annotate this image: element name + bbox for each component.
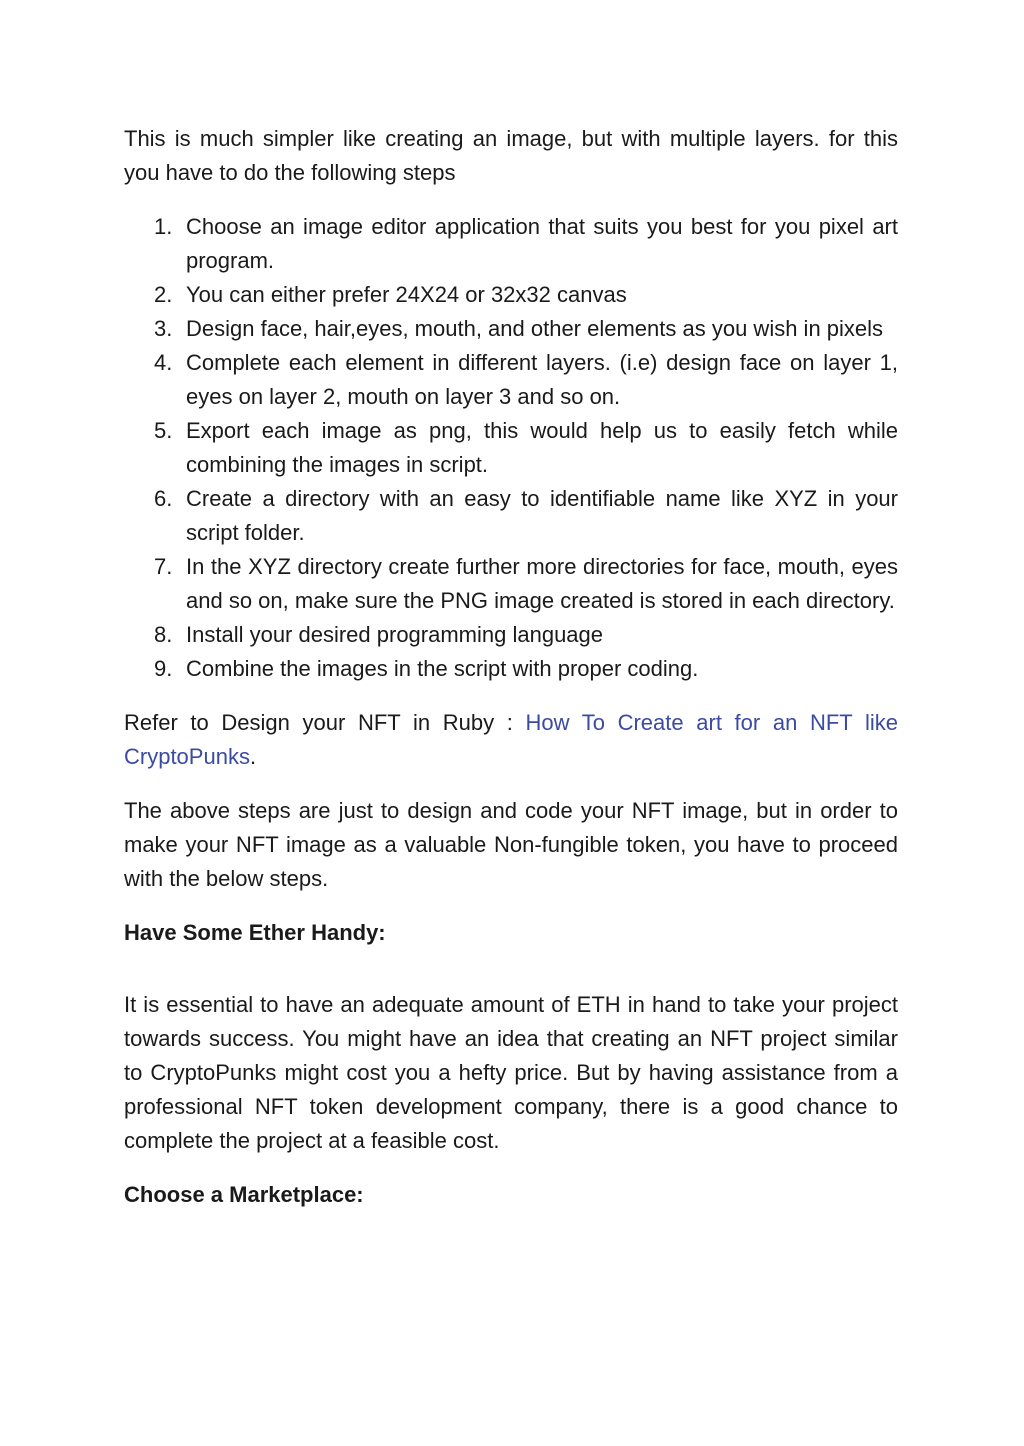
list-item — [124, 414, 898, 482]
list-item-text: Combine the images in the script with proper coding. — [186, 656, 699, 681]
refer-prefix: Refer to Design your NFT in Ruby : — [124, 710, 526, 735]
heading-ether: Have Some Ether Handy: — [124, 920, 386, 945]
list-item-text: Choose an image editor application that suits you best for you pixel art program. — [186, 214, 898, 273]
list-item-text: Complete each element in different layers. (i.e) design face on layer 1, eyes on layer 2, mouth on layer 3 and so on. — [186, 350, 898, 409]
list-item-text: Design face, hair,eyes, mouth, and other elements as you wish in pixels — [186, 316, 884, 341]
list-item-number: 7. — [154, 554, 173, 579]
list-item-text: You can either prefer 24X24 or 32x32 canvas — [186, 282, 627, 307]
list-item — [124, 618, 898, 652]
list-item-text: Install your desired programming language — [186, 622, 604, 647]
list-item — [124, 482, 898, 550]
list-item-number: 2. — [154, 282, 173, 307]
list-item-number: 5. — [154, 418, 173, 443]
list-item-number: 3. — [154, 316, 173, 341]
heading-marketplace: Choose a Marketplace: — [124, 1182, 364, 1207]
list-item — [124, 346, 898, 414]
list-item-number: 6. — [154, 486, 173, 511]
list-item-text: Create a directory with an easy to identifiable name like XYZ in your script folder. — [186, 486, 898, 545]
list-item-number: 4. — [154, 350, 173, 375]
list-item-number: 1. — [154, 214, 173, 239]
list-item-number: 9. — [154, 656, 173, 681]
list-item-number: 8. — [154, 622, 173, 647]
list-item-text: In the XYZ directory create further more directories for face, mouth, eyes and so on, make sure the PNG image created is stored in each directory. — [186, 554, 898, 613]
list-item — [124, 652, 898, 686]
list-item — [124, 550, 898, 618]
ether-paragraph: It is essential to have an adequate amount of ETH in hand to take your project towards success. You might have an idea that creating an NFT project similar to CryptoPunks might cost you a hefty price. But by having assistance from a professional NFT token development company, there is a good chance to complete the project at a feasible cost. — [124, 992, 898, 1153]
document-page — [124, 122, 898, 1250]
intro-paragraph: This is much simpler like creating an image, but with multiple layers. for this you have to do the following steps — [124, 126, 898, 185]
steps-list — [124, 210, 898, 686]
refer-suffix: . — [249, 744, 257, 769]
list-item — [124, 210, 898, 278]
list-item — [124, 312, 898, 346]
list-item — [124, 278, 898, 312]
refer-paragraph — [124, 706, 898, 774]
list-item-text: Export each image as png, this would help us to easily fetch while combining the images in script. — [186, 418, 898, 477]
cryptopunks-art-link[interactable]: How To Create art for an NFT like CryptoPunks — [124, 710, 898, 769]
above-steps-paragraph: The above steps are just to design and code your NFT image, but in order to make your NFT image as a valuable Non-fungible token, you have to proceed with the below steps. — [124, 798, 898, 891]
